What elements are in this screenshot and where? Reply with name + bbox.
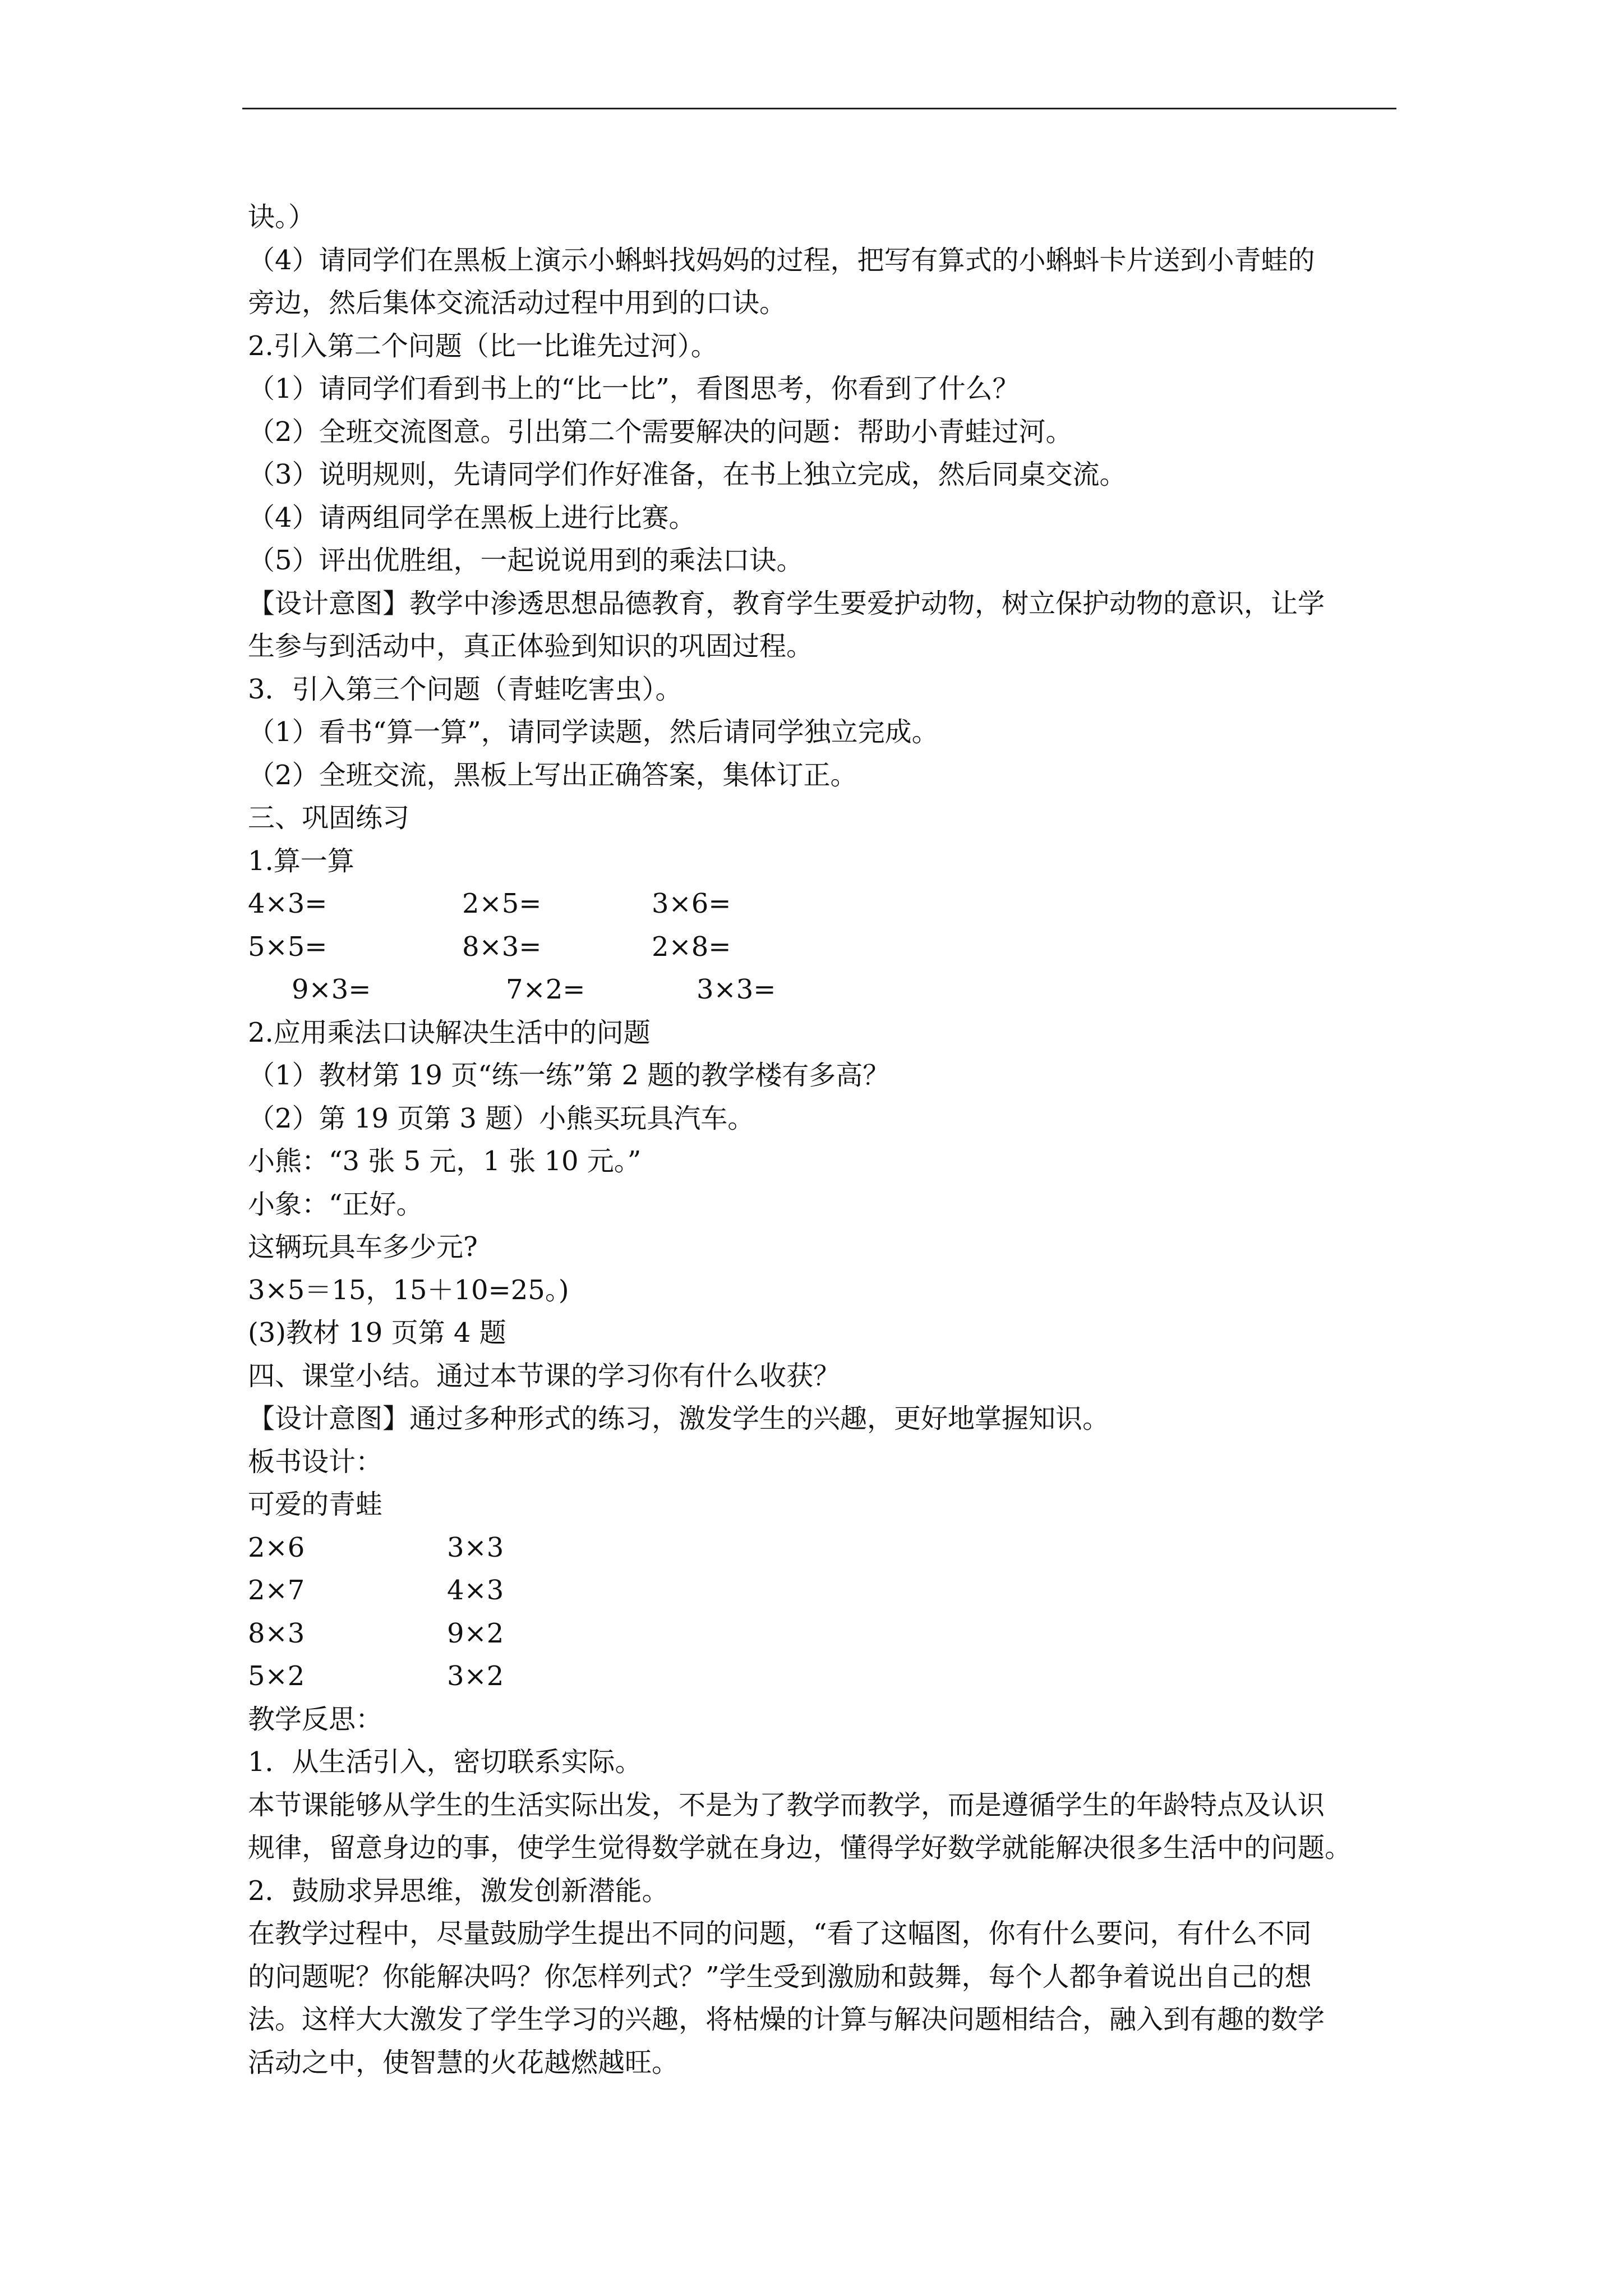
exercise-item: 4×3= — [248, 888, 328, 919]
section-heading: 3．引入第三个问题（青蛙吃害虫）。 — [248, 673, 683, 705]
exercise-row — [248, 926, 1414, 969]
text-line: 在教学过程中，尽量鼓励学生提出不同的问题，“看了这幅图，你有什么要问，有什么不同 — [248, 1918, 1312, 1949]
exercise-item: 7×2= — [506, 974, 585, 1005]
text-line: （1）教材第 19 页“练一练”第 2 题的教学楼有多高？ — [248, 1060, 890, 1091]
board-row — [248, 1526, 1414, 1570]
section-heading: 四、课堂小结。通过本节课的学习你有什么收获？ — [248, 1360, 841, 1392]
section-heading: 2．鼓励求异思维，激发创新潜能。 — [248, 1875, 669, 1907]
board-item: 9×2 — [447, 1617, 504, 1649]
board-row — [248, 1655, 1414, 1698]
text-line: （4）请两组同学在黑板上进行比赛。 — [248, 501, 696, 533]
text-line: 3×5＝15，15＋10=25。) — [248, 1274, 569, 1306]
exercise-item: 2×8= — [652, 931, 731, 963]
text-line: 活动之中，使智慧的火花越燃越旺。 — [248, 2046, 679, 2078]
text-line: （2）全班交流，黑板上写出正确答案，集体订正。 — [248, 759, 857, 791]
document-body — [248, 196, 1414, 2084]
text-line: （5）评出优胜组，一起说说用到的乘法口诀。 — [248, 545, 804, 576]
section-heading: 2.应用乘法口诀解决生活中的问题 — [248, 1016, 651, 1048]
text-line: (3)教材 19 页第 4 题 — [248, 1317, 506, 1349]
text-line: 的问题呢？你能解决吗？你怎样列式？”学生受到激励和鼓舞，每个人都争着说出自己的想 — [248, 1961, 1312, 1993]
exercise-item: 5×5= — [248, 931, 328, 963]
text-line: 法。这样大大激发了学生学习的兴趣，将枯燥的计算与解决问题相结合，融入到有趣的数学 — [248, 2004, 1325, 2035]
design-intent: 【设计意图】通过多种形式的练习，激发学生的兴趣，更好地掌握知识。 — [248, 1403, 1110, 1434]
text-line: 这辆玩具车多少元? — [248, 1231, 478, 1263]
text-line: 诀。） — [248, 201, 316, 233]
text-line: （4）请同学们在黑板上演示小蝌蚪找妈妈的过程，把写有算式的小蝌蚪卡片送到小青蛙的 — [248, 244, 1315, 276]
board-design-heading: 板书设计： — [248, 1446, 383, 1478]
board-item: 5×2 — [248, 1660, 305, 1692]
design-intent: 【设计意图】教学中渗透思想品德教育，教育学生要爱护动物，树立保护动物的意识，让学 — [248, 587, 1325, 619]
text-line: 旁边，然后集体交流活动过程中用到的口诀。 — [248, 287, 787, 319]
reflection-heading: 教学反思： — [248, 1703, 383, 1735]
text-line: （2）全班交流图意。引出第二个需要解决的问题：帮助小青蛙过河。 — [248, 416, 1073, 448]
board-row — [248, 1612, 1414, 1655]
section-heading: 三、巩固练习 — [248, 802, 410, 834]
board-title: 可爱的青蛙 — [248, 1489, 383, 1520]
text-line: （3）说明规则，先请同学们作好准备，在书上独立完成，然后同桌交流。 — [248, 459, 1127, 490]
header-rule — [242, 108, 1396, 109]
text-line: 小象：“正好。 — [248, 1188, 423, 1220]
text-line: （2）第 19 页第 3 题）小熊买玩具汽车。 — [248, 1102, 755, 1134]
text-line: （1）请同学们看到书上的“比一比”，看图思考，你看到了什么？ — [248, 373, 1020, 404]
exercise-row — [248, 882, 1414, 926]
board-item: 4×3 — [447, 1575, 504, 1606]
text-line: 小熊：“3 张 5 元，1 张 10 元。” — [248, 1145, 642, 1177]
section-heading: 2.引入第二个问题（比一比谁先过河）。 — [248, 330, 718, 362]
text-line: 生参与到活动中，真正体验到知识的巩固过程。 — [248, 631, 814, 662]
exercise-item: 9×3= — [292, 974, 371, 1005]
exercise-item: 8×3= — [462, 931, 542, 963]
board-item: 3×2 — [447, 1660, 504, 1692]
text-line: （1）看书“算一算”，请同学读题，然后请同学独立完成。 — [248, 716, 939, 748]
board-item: 8×3 — [248, 1617, 305, 1649]
exercise-item: 3×3= — [697, 974, 776, 1005]
section-heading: 1.算一算 — [248, 845, 354, 877]
board-item: 3×3 — [447, 1531, 504, 1563]
text-line: 规律，留意身边的事，使学生觉得数学就在身边，懂得学好数学就能解决很多生活中的问题。 — [248, 1832, 1352, 1864]
board-row — [248, 1569, 1414, 1612]
exercise-item: 3×6= — [652, 888, 731, 919]
text-line: 本节课能够从学生的生活实际出发，不是为了教学而教学，而是遵循学生的年龄特点及认识 — [248, 1789, 1325, 1821]
exercise-row — [248, 968, 1414, 1011]
board-item: 2×7 — [248, 1575, 305, 1606]
section-heading: 1．从生活引入，密切联系实际。 — [248, 1746, 642, 1778]
board-item: 2×6 — [248, 1531, 305, 1563]
exercise-item: 2×5= — [462, 888, 542, 919]
